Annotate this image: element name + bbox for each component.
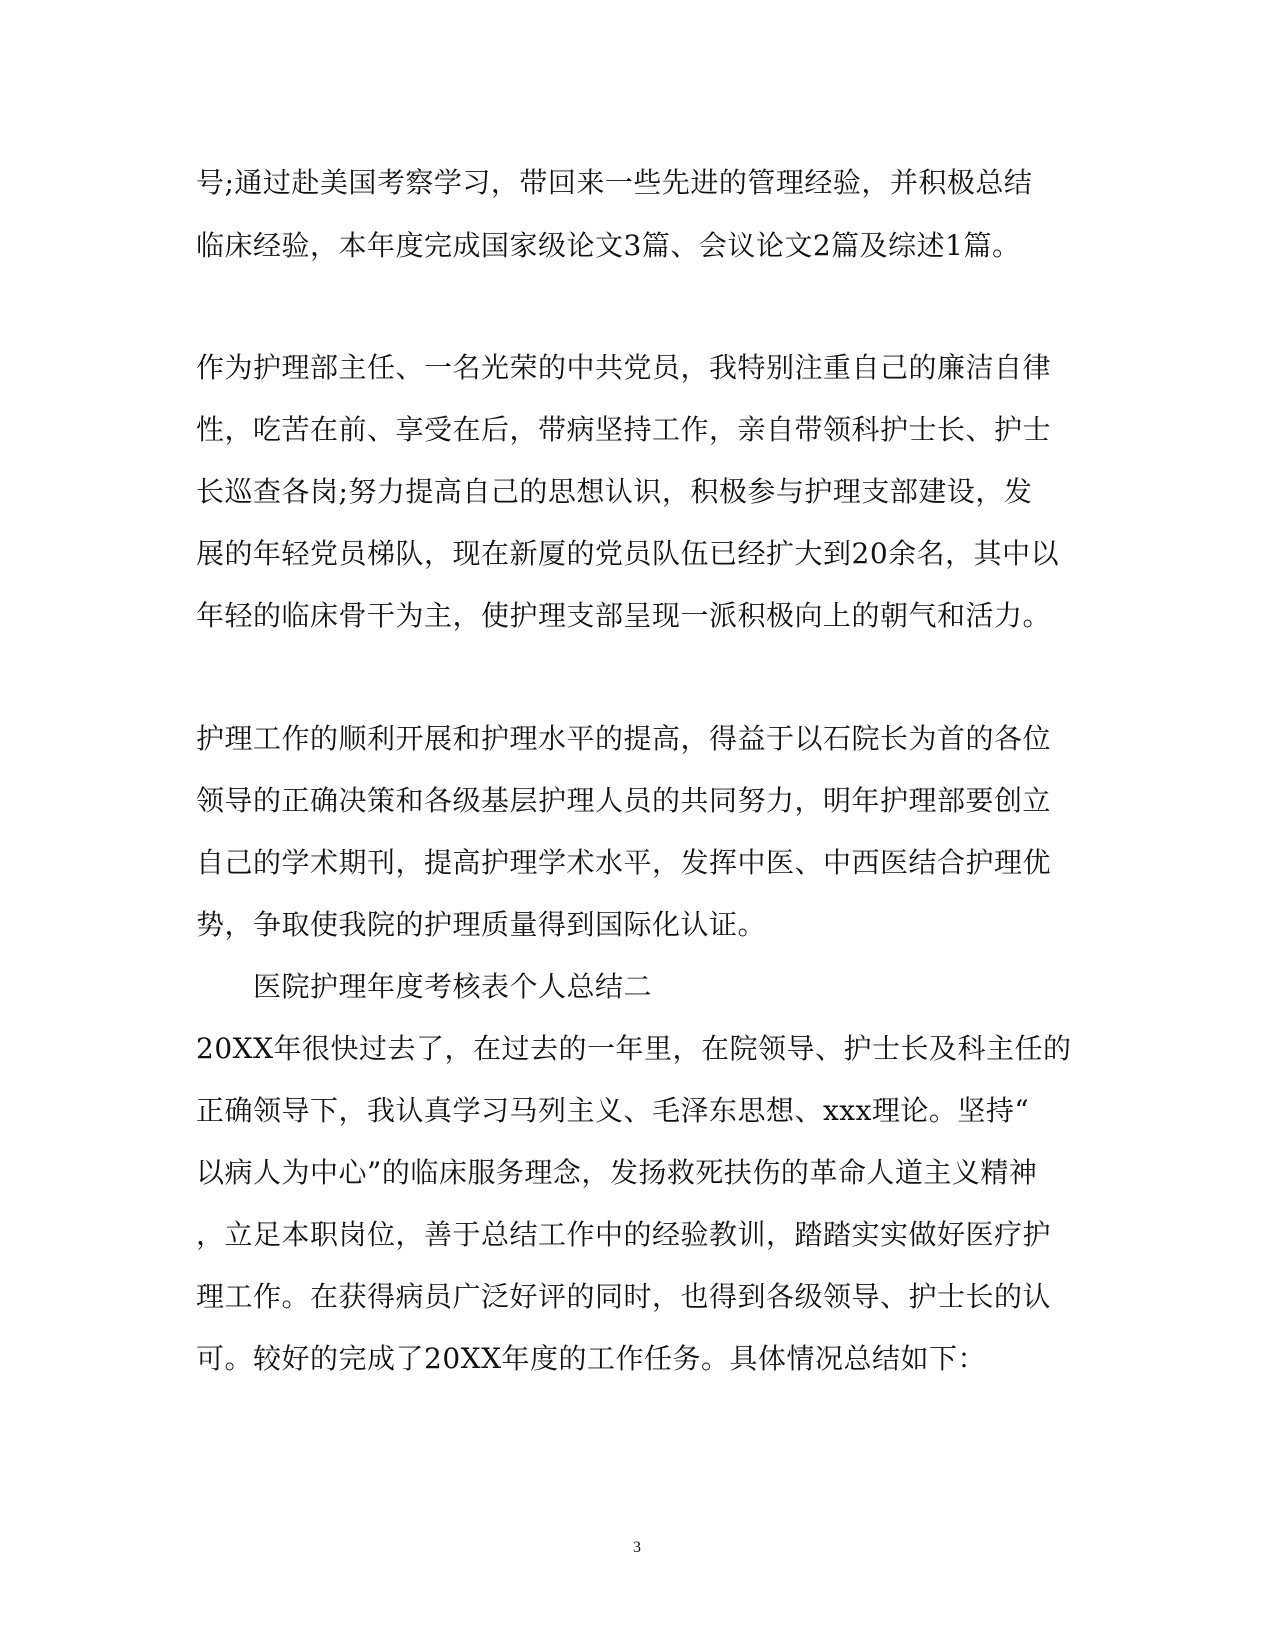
paragraph-3-line-1: 护理工作的顺利开展和护理水平的提高，得益于以石院长为首的各位 xyxy=(196,722,1052,755)
section-body-line-1: 20XX年很快过去了，在过去的一年里，在院领导、护士长及科主任的 xyxy=(196,1032,1072,1065)
section-body-line-2: 正确领导下，我认真学习马列主义、毛泽东思想、xxx理论。坚持“ xyxy=(196,1094,1030,1127)
section-body-line-3: 以病人为中心”的临床服务理念，发扬救死扶伤的革命人道主义精神 xyxy=(196,1156,1038,1189)
section-body-line-4: ，立足本职岗位，善于总结工作中的经验教训，踏踏实实做好医疗护 xyxy=(196,1218,1052,1251)
paragraph-1-line-2: 临床经验，本年度完成国家级论文3篇、会议论文2篇及综述1篇。 xyxy=(196,229,1021,262)
paragraph-3-line-3: 自己的学术期刊，提高护理学术水平，发挥中医、中西医结合护理优 xyxy=(196,846,1052,879)
paragraph-3-line-2: 领导的正确决策和各级基层护理人员的共同努力，明年护理部要创立 xyxy=(196,784,1052,817)
section-body-line-5: 理工作。在获得病员广泛好评的同时，也得到各级领导、护士长的认 xyxy=(196,1280,1052,1313)
section-heading: 医院护理年度考核表个人总结二 xyxy=(253,970,653,1003)
paragraph-2-line-3: 长巡查各岗;努力提高自己的思想认识，积极参与护理支部建设，发 xyxy=(196,475,1033,508)
paragraph-2-line-4: 展的年轻党员梯队，现在新厦的党员队伍已经扩大到20余名，其中以 xyxy=(196,537,1060,570)
paragraph-2-line-5: 年轻的临床骨干为主，使护理支部呈现一派积极向上的朝气和活力。 xyxy=(196,599,1052,632)
page-number: 3 xyxy=(633,1539,641,1556)
section-body-line-6: 可。较好的完成了20XX年度的工作任务。具体情况总结如下： xyxy=(196,1342,986,1375)
paragraph-2-line-1: 作为护理部主任、一名光荣的中共党员，我特别注重自己的廉洁自律 xyxy=(196,351,1052,384)
paragraph-1-line-1: 号;通过赴美国考察学习，带回来一些先进的管理经验，并积极总结 xyxy=(196,166,1033,199)
paragraph-3-line-4: 势，争取使我院的护理质量得到国际化认证。 xyxy=(196,908,767,941)
paragraph-2-line-2: 性，吃苦在前、享受在后，带病坚持工作，亲自带领科护士长、护士 xyxy=(196,413,1052,446)
